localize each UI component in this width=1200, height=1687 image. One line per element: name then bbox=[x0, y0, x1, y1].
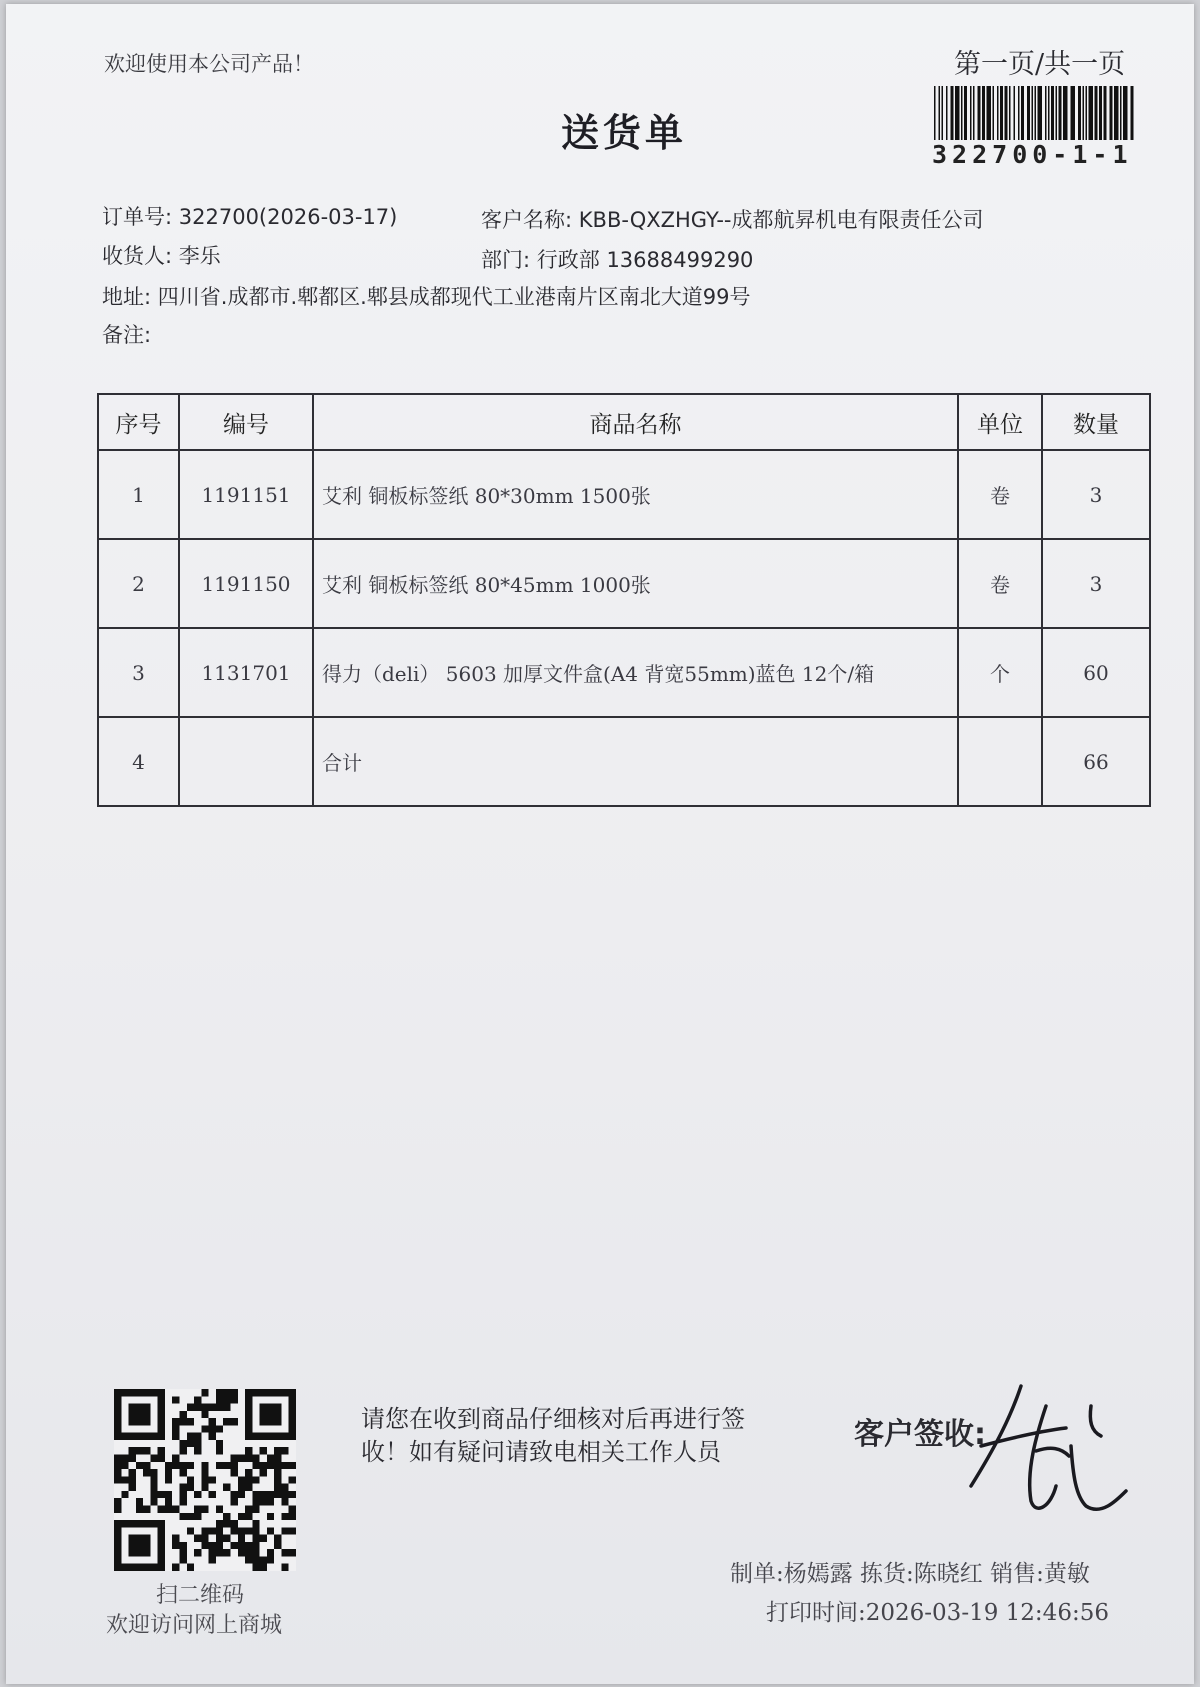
department-label: 部门: bbox=[481, 248, 531, 272]
row-unit: 卷 bbox=[958, 450, 1042, 539]
row-unit bbox=[958, 717, 1042, 806]
customer-name-value: KBB-QXZHGY--成都航昇机电有限责任公司 bbox=[578, 208, 984, 232]
header-code: 编号 bbox=[179, 394, 313, 450]
header-unit: 单位 bbox=[958, 394, 1042, 450]
row-index: 4 bbox=[98, 717, 179, 806]
receiver-row bbox=[102, 240, 221, 270]
remarks-row bbox=[102, 319, 151, 349]
row-quantity: 3 bbox=[1042, 450, 1150, 539]
receiver-label: 收货人: bbox=[102, 244, 173, 268]
print-time: 打印时间:2026-03-19 12:46:56 bbox=[766, 1600, 1109, 1626]
row-index: 2 bbox=[98, 539, 179, 628]
row-code: 1131701 bbox=[179, 628, 313, 717]
total-label: 合计 bbox=[313, 717, 958, 806]
barcode-icon bbox=[932, 86, 1138, 140]
qr-caption: 扫二维码 bbox=[156, 1583, 245, 1608]
items-table bbox=[97, 393, 1151, 807]
signature-icon bbox=[951, 1376, 1141, 1526]
row-index: 3 bbox=[98, 628, 179, 717]
order-number-label: 订单号: bbox=[102, 205, 173, 229]
page-indicator: 第一页/共一页 bbox=[954, 49, 1126, 80]
table-row bbox=[98, 539, 1150, 628]
row-product-name: 艾利 铜板标签纸 80*30mm 1500张 bbox=[313, 450, 958, 539]
document-title: 送货单 bbox=[561, 110, 688, 155]
total-row bbox=[98, 717, 1150, 806]
row-product-name: 艾利 铜板标签纸 80*45mm 1000张 bbox=[313, 539, 958, 628]
welcome-text: 欢迎使用本公司产品！ bbox=[104, 52, 314, 76]
barcode-number: 322700-1-1 bbox=[932, 140, 1133, 169]
row-quantity: 3 bbox=[1042, 539, 1150, 628]
order-number-row bbox=[102, 201, 397, 231]
row-unit: 个 bbox=[958, 628, 1042, 717]
address-value: 四川省.成都市.郫都区.郫县成都现代工业港南片区南北大道99号 bbox=[157, 285, 751, 309]
total-quantity: 66 bbox=[1042, 717, 1150, 806]
customer-name-label: 客户名称: bbox=[481, 208, 573, 232]
row-code: 1191151 bbox=[179, 450, 313, 539]
header-product-name: 商品名称 bbox=[313, 394, 958, 450]
table-row bbox=[98, 450, 1150, 539]
qr-code-icon bbox=[114, 1389, 296, 1571]
qr-caption-secondary: 欢迎访问网上商城 bbox=[106, 1613, 283, 1638]
check-notice-continued: 收！如有疑问请致电相关工作人员 bbox=[361, 1438, 721, 1466]
header-index: 序号 bbox=[98, 394, 179, 450]
table-header-row bbox=[98, 394, 1150, 450]
customer-name-row bbox=[481, 204, 984, 234]
row-code: 1191150 bbox=[179, 539, 313, 628]
row-code bbox=[179, 717, 313, 806]
row-index: 1 bbox=[98, 450, 179, 539]
address-label: 地址: bbox=[102, 285, 152, 309]
receiver-value: 李乐 bbox=[178, 244, 221, 268]
row-quantity: 60 bbox=[1042, 628, 1150, 717]
department-row bbox=[481, 244, 753, 274]
order-number-value: 322700(2026-03-17) bbox=[178, 205, 398, 229]
address-row bbox=[102, 281, 751, 311]
row-product-name: 得力（deli） 5603 加厚文件盒(A4 背宽55mm)蓝色 12个/箱 bbox=[313, 628, 958, 717]
department-value: 行政部 13688499290 bbox=[536, 248, 754, 272]
remarks-label: 备注: bbox=[102, 323, 152, 347]
customer-sign-label: 客户签收: bbox=[854, 1417, 986, 1452]
table-row bbox=[98, 628, 1150, 717]
check-notice: 请您在收到商品仔细核对后再进行签 bbox=[361, 1405, 745, 1433]
header-quantity: 数量 bbox=[1042, 394, 1150, 450]
staff-info: 制单:杨嫣露 拣货:陈晓红 销售:黄敏 bbox=[730, 1561, 1090, 1587]
row-unit: 卷 bbox=[958, 539, 1042, 628]
delivery-note-page bbox=[6, 4, 1194, 1684]
